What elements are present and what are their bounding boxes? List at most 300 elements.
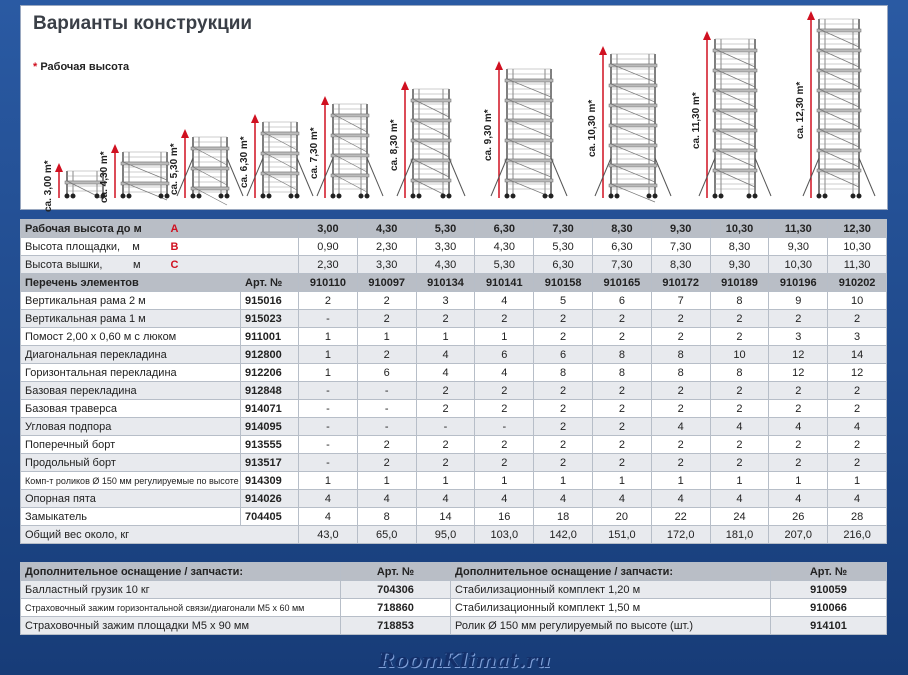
component-qty: 2 [828,400,887,418]
component-qty: - [299,382,358,400]
component-qty: 1 [769,472,828,490]
component-qty: 4 [593,490,652,508]
component-qty: 2 [416,382,475,400]
wheel-icon [365,194,370,199]
component-qty: 2 [534,436,593,454]
scaffold-platform [331,174,369,177]
wheel-icon [295,194,300,199]
scaffold-platform [713,149,757,152]
wheel-icon [267,194,272,199]
wheel-icon [747,194,752,199]
component-qty: 2 [534,310,593,328]
value-cell: 9,30 [651,220,710,238]
component-qty: 1 [416,328,475,346]
component-name: Опорная пята [21,490,241,508]
component-qty: - [416,418,475,436]
component-qty: 8 [651,346,710,364]
wheel-icon [851,194,856,199]
component-qty: 4 [828,490,887,508]
weight-cell: 65,0 [357,526,416,544]
weight-cell: 103,0 [475,526,534,544]
component-qty: 10 [828,292,887,310]
component-row [21,346,887,364]
accessories-table [20,562,887,635]
variant-art-cell: 910134 [416,274,475,292]
component-qty: 3 [828,328,887,346]
wheel-icon [159,194,164,199]
component-qty: 2 [710,436,769,454]
value-cell: 6,30 [593,238,652,256]
row-label: Высота площадки, м [25,240,140,253]
value-cell: 10,30 [769,256,828,274]
scaffold-platform [609,144,657,147]
value-cell: 7,30 [651,238,710,256]
component-qty: 1 [299,472,358,490]
scaffold-platform [261,132,299,135]
component-qty: - [299,436,358,454]
arrow-head-icon [599,46,607,55]
working-height-row [21,220,887,238]
accessory-right-art: 914101 [771,617,887,635]
component-qty: 2 [534,454,593,472]
component-qty: 2 [651,310,710,328]
component-qty: 6 [475,346,534,364]
value-cell: 3,30 [416,238,475,256]
scaffold-platform [817,169,861,172]
component-qty: 2 [357,310,416,328]
component-qty: 2 [357,346,416,364]
value-cell: 11,30 [828,256,887,274]
accessories-header-left-art: Арт. № [341,563,451,581]
component-art: 912206 [241,364,299,382]
wheel-icon [417,194,422,199]
component-art: 914095 [241,418,299,436]
weight-cell: 95,0 [416,526,475,544]
component-qty: 2 [593,400,652,418]
accessory-right-name: Ролик Ø 150 мм регулируемый по высоте (шт.) [451,617,771,635]
component-row [21,292,887,310]
component-qty: 2 [593,436,652,454]
value-cell: 2,30 [357,238,416,256]
legend-text: Рабочая высота [40,61,130,73]
value-cell: 7,30 [534,220,593,238]
scaffold-platform [505,99,553,102]
component-row [21,508,887,526]
outrigger [755,158,771,196]
component-qty: 4 [710,490,769,508]
accessory-left-art: 704306 [341,581,451,599]
component-qty: 2 [651,382,710,400]
value-cell: 2,30 [299,256,358,274]
row-label-cell [21,220,299,238]
scaffold-platform [191,167,229,170]
component-name: Вертикальная рама 2 м [21,292,241,310]
value-cell: 4,30 [416,256,475,274]
component-qty: 4 [769,418,828,436]
component-art: 912800 [241,346,299,364]
wheel-icon [127,194,132,199]
component-qty: 2 [710,310,769,328]
component-qty: 6 [593,292,652,310]
scaffold-platform [331,134,369,137]
wheel-icon [261,194,266,199]
component-art: 913517 [241,454,299,472]
height-label: ca. 10,30 m* [587,99,598,157]
component-qty: 4 [710,418,769,436]
wheel-icon [65,194,70,199]
component-qty: 16 [475,508,534,526]
row-label: Высота вышки, м [25,258,141,271]
wheel-icon [191,194,196,199]
scaffold-platform [817,49,861,52]
value-cell: 3,00 [299,220,358,238]
component-qty: 4 [416,346,475,364]
platform-height-row [21,238,887,256]
component-qty: 1 [651,472,710,490]
wheel-icon [653,194,658,199]
value-cell: 8,30 [710,238,769,256]
component-qty: 2 [769,400,828,418]
wheel-icon [337,194,342,199]
scaffold-platform [609,124,657,127]
component-qty: 12 [769,346,828,364]
arrow-head-icon [321,96,329,105]
height-label: ca. 11,30 m* [691,92,702,150]
component-qty: 2 [534,418,593,436]
component-qty: 1 [357,328,416,346]
component-qty: 8 [651,364,710,382]
component-row [21,364,887,382]
component-qty: 12 [828,364,887,382]
arrow-head-icon [495,61,503,70]
component-qty: 2 [769,310,828,328]
component-qty: 12 [769,364,828,382]
variant-art-cell: 910141 [475,274,534,292]
component-art: 915023 [241,310,299,328]
scaffold-illustrations [21,6,887,209]
variant-art-cell: 910165 [593,274,652,292]
component-qty: 2 [299,292,358,310]
component-qty: 2 [769,454,828,472]
component-qty: 2 [593,454,652,472]
value-cell: 0,90 [299,238,358,256]
wheel-icon [447,194,452,199]
component-qty: 2 [475,436,534,454]
scaffold-platform [713,109,757,112]
tower-height-row [21,256,887,274]
component-name: Замыкатель [21,508,241,526]
component-art: 912848 [241,382,299,400]
wheel-icon [549,194,554,199]
weight-cell: 43,0 [299,526,358,544]
weight-label: Общий вес около, кг [21,526,299,544]
wheel-icon [511,194,516,199]
outrigger [449,158,465,196]
component-name: Помост 2,00 x 0,60 м с люком [21,328,241,346]
height-label: ca. 8,30 m* [389,119,400,172]
scaffold-platform [505,159,553,162]
component-qty: 2 [651,328,710,346]
component-row [21,436,887,454]
component-qty: 3 [416,292,475,310]
accessory-left-art: 718853 [341,617,451,635]
row-letter: A [170,222,179,235]
list-header-art: Арт. № [241,274,299,292]
component-qty: - [299,418,358,436]
component-name: Горизонтальная перекладина [21,364,241,382]
scaffold-platform [505,119,553,122]
component-art: 911001 [241,328,299,346]
value-cell: 7,30 [593,256,652,274]
height-label: ca. 4,30 m* [99,151,110,203]
scaffold-platform [713,49,757,52]
scaffold-platform [121,162,169,165]
component-qty: 1 [593,472,652,490]
value-cell: 10,30 [710,220,769,238]
accessories-header-right-art: Арт. № [771,563,887,581]
wheel-icon [505,194,510,199]
weight-cell: 151,0 [593,526,652,544]
scaffold-platform [609,64,657,67]
component-qty: 2 [416,436,475,454]
weight-cell: 142,0 [534,526,593,544]
component-qty: 3 [769,328,828,346]
component-qty: 10 [710,346,769,364]
component-name: Диагональная перекладина [21,346,241,364]
component-qty: 8 [357,508,416,526]
component-row [21,382,887,400]
accessories-header-left: Дополнительное оснащение / запчасти: [21,563,341,581]
component-qty: 24 [710,508,769,526]
component-qty: - [357,418,416,436]
scaffold-platform [713,169,757,172]
accessory-left-name: Балластный грузик 10 кг [21,581,341,599]
arrow-head-icon [111,144,119,153]
variant-art-cell: 910202 [828,274,887,292]
component-qty: 8 [593,346,652,364]
accessory-left-name: Страховочный зажим площадки M5 x 90 мм [21,617,341,635]
scaffold-platform [411,99,451,102]
row-label-cell [21,238,299,256]
component-qty: 2 [828,382,887,400]
wheel-icon [615,194,620,199]
accessory-right-art: 910066 [771,599,887,617]
component-qty: 2 [593,328,652,346]
component-name: Угловая подпора [21,418,241,436]
height-label: ca. 5,30 m* [169,143,180,196]
arrow-head-icon [181,129,189,138]
component-qty: 4 [357,490,416,508]
scaffold-platform [817,29,861,32]
wheel-icon [197,194,202,199]
row-label: Рабочая высота до м [25,222,142,235]
scaffold-platform [713,69,757,72]
component-qty: 2 [651,454,710,472]
wheel-icon [219,194,224,199]
component-row [21,328,887,346]
component-qty: 1 [475,472,534,490]
component-qty: 2 [710,382,769,400]
component-qty: 2 [651,436,710,454]
component-name: Базовая траверса [21,400,241,418]
accessories-header [21,563,887,581]
value-cell: 9,30 [710,256,769,274]
component-name: Продольный борт [21,454,241,472]
scaffold-platform [331,114,369,117]
component-row [21,418,887,436]
value-cell: 12,30 [828,220,887,238]
value-cell: 8,30 [593,220,652,238]
scaffold-platform [411,179,451,182]
component-qty: 2 [534,400,593,418]
variant-art-cell: 910110 [299,274,358,292]
component-qty: 2 [828,454,887,472]
component-qty: 14 [416,508,475,526]
scaffold-platform [411,119,451,122]
component-qty: 6 [357,364,416,382]
wheel-icon [331,194,336,199]
component-qty: 2 [416,400,475,418]
value-cell: 10,30 [828,238,887,256]
scaffold-platform [609,164,657,167]
value-cell: 6,30 [534,256,593,274]
component-qty: 6 [534,346,593,364]
component-qty: 2 [593,310,652,328]
accessory-row [21,599,887,617]
component-qty: 2 [593,418,652,436]
scaffold-platform [609,104,657,107]
wheel-icon [713,194,718,199]
component-qty: 2 [593,382,652,400]
wheel-icon [225,194,230,199]
value-cell: 4,30 [475,238,534,256]
component-qty: 1 [828,472,887,490]
component-qty: 20 [593,508,652,526]
component-qty: 8 [710,364,769,382]
component-name: Комп-т роликов Ø 150 мм регулируемые по высоте [21,472,241,490]
row-letter: B [170,240,179,253]
component-qty: 4 [299,508,358,526]
weight-cell: 181,0 [710,526,769,544]
value-cell: 8,30 [651,256,710,274]
accessories-header-right: Дополнительное оснащение / запчасти: [451,563,771,581]
accessory-right-name: Стабилизационный комплект 1,50 м [451,599,771,617]
component-qty: - [299,454,358,472]
component-qty: 2 [769,436,828,454]
variant-art-cell: 910097 [357,274,416,292]
component-qty: 2 [357,454,416,472]
component-qty: 4 [828,418,887,436]
row-label-cell [21,256,299,274]
height-label: ca. 7,30 m* [309,127,320,179]
arrow-head-icon [703,31,711,40]
page-title: Варианты конструкции [33,13,253,34]
component-qty: 2 [416,454,475,472]
component-qty: 4 [475,364,534,382]
wheel-icon [857,194,862,199]
scaffold-platform [609,184,657,187]
height-label: ca. 6,30 m* [239,136,250,188]
component-qty: 8 [710,292,769,310]
weight-row [21,526,887,544]
wheel-icon [411,194,416,199]
component-qty: - [357,400,416,418]
outrigger [367,158,383,196]
height-label: ca. 12,30 m* [795,82,806,140]
wheel-icon [289,194,294,199]
scaffold-platform [261,172,299,175]
wheel-icon [647,194,652,199]
component-qty: 14 [828,346,887,364]
value-cell: 4,30 [357,220,416,238]
wheel-icon [609,194,614,199]
component-row [21,310,887,328]
component-qty: 2 [475,454,534,472]
scaffold-platform [331,154,369,157]
component-qty: 4 [769,490,828,508]
wheel-icon [753,194,758,199]
component-qty: 18 [534,508,593,526]
wheel-icon [719,194,724,199]
scaffold-platform [191,147,229,150]
outrigger [859,158,875,196]
scaffold-platform [411,159,451,162]
component-qty: 2 [828,436,887,454]
component-name: Базовая перекладина [21,382,241,400]
component-qty: 1 [475,328,534,346]
scaffold-platform [505,79,553,82]
accessory-left-art: 718860 [341,599,451,617]
scaffold-platform [505,139,553,142]
scaffold-platform [609,84,657,87]
components-table [20,219,887,544]
arrow-head-icon [55,163,63,172]
variant-art-cell: 910189 [710,274,769,292]
component-qty: 2 [828,310,887,328]
variant-art-cell: 910172 [651,274,710,292]
legend-star: * [33,61,38,73]
component-qty: 2 [475,310,534,328]
scaffold-platform [411,139,451,142]
scaffold-platform [261,152,299,155]
component-qty: 1 [299,364,358,382]
component-qty: 22 [651,508,710,526]
component-qty: 2 [710,400,769,418]
arrow-head-icon [807,11,815,20]
component-qty: 1 [357,472,416,490]
component-art: 914071 [241,400,299,418]
component-art: 704405 [241,508,299,526]
component-qty: 8 [534,364,593,382]
component-qty: 2 [710,454,769,472]
weight-cell: 172,0 [651,526,710,544]
scaffold-platform [713,89,757,92]
scaffold-platform [121,182,169,185]
value-cell: 5,30 [475,256,534,274]
component-qty: 4 [651,418,710,436]
component-art: 913555 [241,436,299,454]
weight-cell: 207,0 [769,526,828,544]
component-qty: - [299,400,358,418]
height-label: ca. 3,00 m* [43,160,54,213]
component-qty: 4 [534,490,593,508]
variants-panel [20,5,888,213]
accessory-row [21,581,887,599]
component-qty: 2 [475,382,534,400]
component-qty: 4 [651,490,710,508]
wheel-icon [359,194,364,199]
component-qty: 8 [593,364,652,382]
